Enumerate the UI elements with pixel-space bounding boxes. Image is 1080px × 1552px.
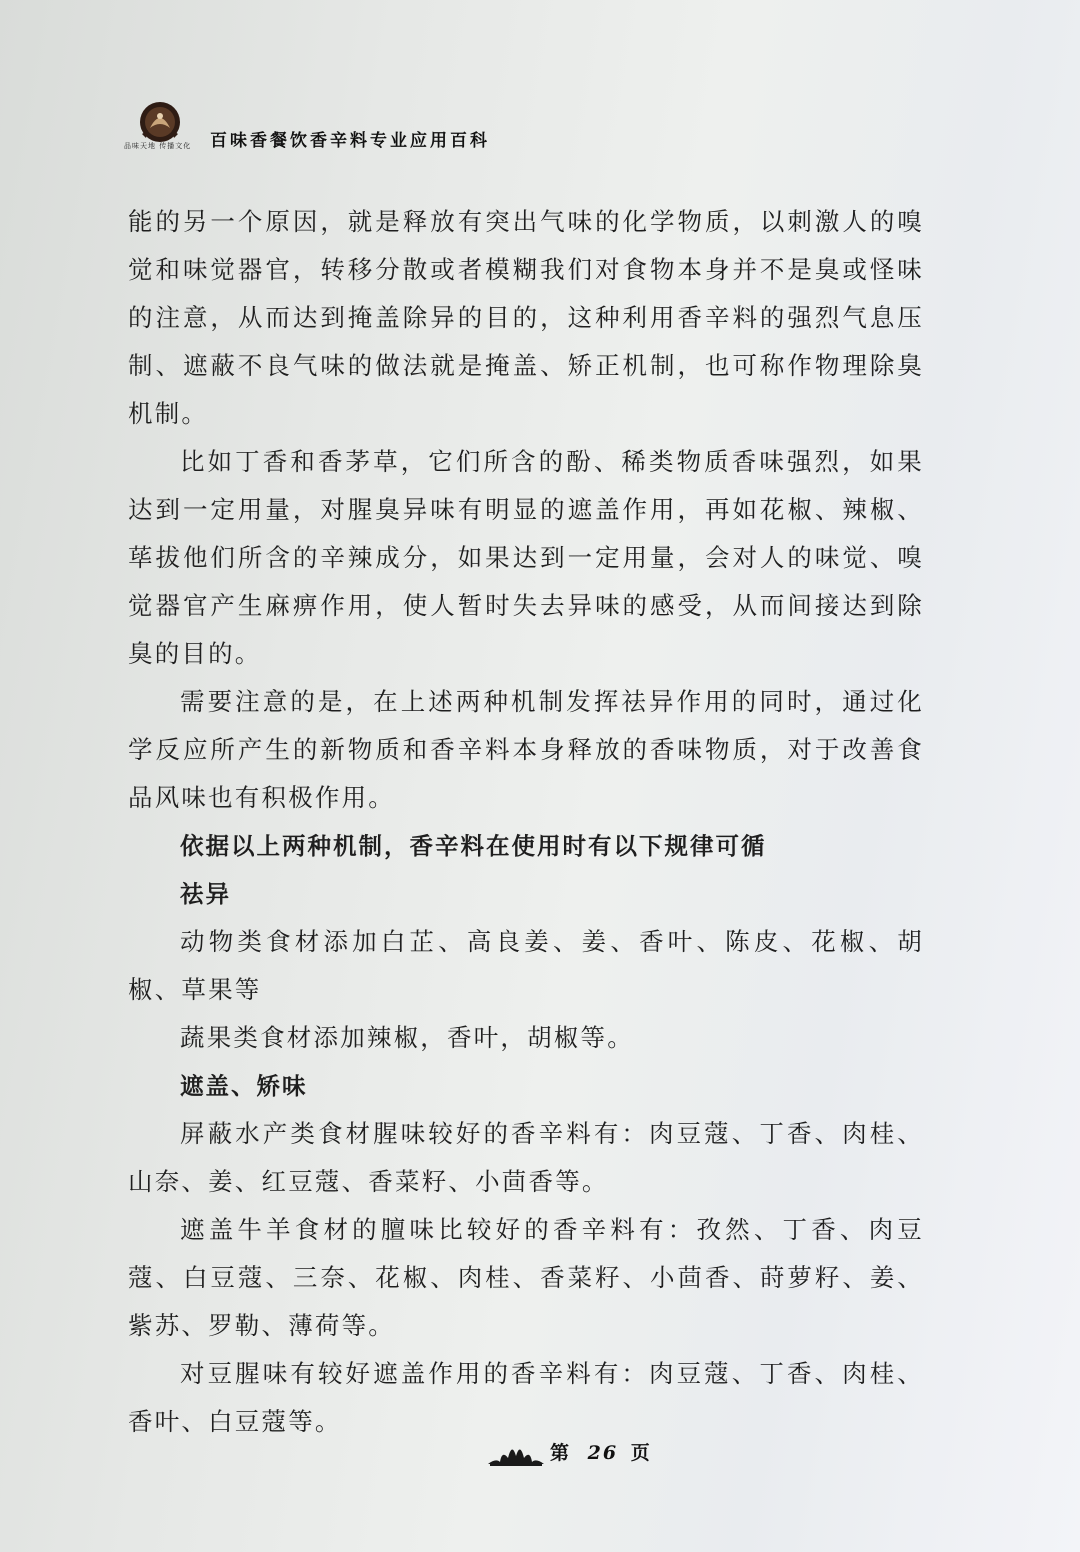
paragraph-beef-mutton: 遮盖牛羊食材的膻味比较好的香辛料有：孜然、丁香、肉豆蔻、白豆蔻、三奈、花椒、肉桂、香菜籽、小茴香、莳萝籽、姜、紫苏、罗勒、薄荷等。 bbox=[128, 1215, 924, 1340]
page-number-label bbox=[550, 1438, 656, 1465]
page-footer bbox=[486, 1436, 666, 1472]
page-header bbox=[124, 100, 628, 160]
paragraph-vegetable-ingredients: 蔬果类食材添加辣椒，香叶，胡椒等。 bbox=[180, 1023, 634, 1052]
circular-emblem-icon bbox=[136, 100, 184, 148]
section-heading-rules: 依据以上两种机制，香辛料在使用时有以下规律可循 bbox=[180, 832, 767, 860]
subheading-mask-flavor: 遮盖、矫味 bbox=[180, 1072, 308, 1100]
logo-caption: 品味天地 传播文化 bbox=[124, 142, 192, 150]
subheading-remove-odor: 祛异 bbox=[180, 880, 231, 908]
page-suffix: 页 bbox=[630, 1442, 656, 1464]
paragraph-bean: 对豆腥味有较好遮盖作用的香辛料有：肉豆蔻、丁香、肉桂、香叶、白豆蔻等。 bbox=[128, 1359, 924, 1436]
paragraph-clove-example: 比如丁香和香茅草，它们所含的酚、稀类物质香味强烈，如果达到一定用量，对腥臭异味有明显的遮盖作用，再如花椒、辣椒、荜拔他们所含的辛辣成分，如果达到一定用量，会对人的味觉、嗅觉器官产生麻痹作用，使人暂时失去异味的感受，从而间接达到除臭的目的。 bbox=[128, 447, 924, 668]
paragraph-mechanism-continued: 能的另一个原因，就是释放有突出气味的化学物质，以刺激人的嗅觉和味觉器官，转移分散或者模糊我们对食物本身并不是臭或怪味的注意，从而达到掩盖除异的目的，这种利用香辛料的强烈气息压制、遮蔽不良气味的做法就是掩盖、矫正机制，也可称作物理除臭机制。 bbox=[128, 207, 924, 428]
paragraph-note: 需要注意的是，在上述两种机制发挥祛异作用的同时，通过化学反应所产生的新物质和香辛料本身释放的香味物质，对于改善食品风味也有积极作用。 bbox=[128, 687, 924, 812]
paragraph-animal-ingredients: 动物类食材添加白芷、高良姜、姜、香叶、陈皮、花椒、胡椒、草果等 bbox=[128, 927, 924, 1004]
lotus-ornament-icon bbox=[486, 1440, 546, 1466]
paragraph-seafood: 屏蔽水产类食材腥味较好的香辛料有：肉豆蔻、丁香、肉桂、山奈、姜、红豆蔻、香菜籽、小茴香等。 bbox=[128, 1119, 924, 1196]
book-title: 百味香餐饮香辛料专业应用百科 bbox=[210, 131, 490, 151]
page-body bbox=[128, 198, 924, 1446]
page-number: 26 bbox=[587, 1442, 619, 1464]
page-prefix: 第 bbox=[550, 1442, 576, 1464]
